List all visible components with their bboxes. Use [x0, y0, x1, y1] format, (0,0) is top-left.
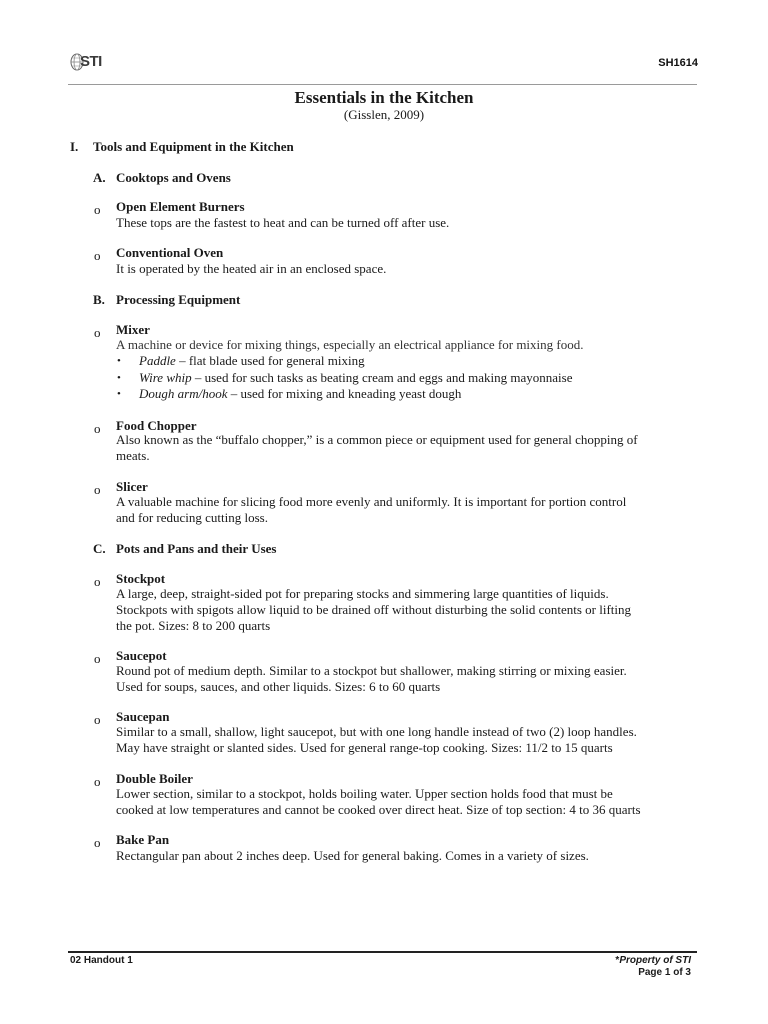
item-title: Food Chopper [116, 418, 197, 433]
bullet-text: – flat blade used for general mixing [175, 353, 365, 368]
item-title: Mixer [116, 322, 150, 337]
bullet-term: Wire whip [139, 370, 192, 385]
item-title: Open Element Burners [116, 199, 245, 214]
item-line: A valuable machine for slicing food more evenly and uniformly. It is important for portion control [116, 494, 627, 509]
bullet-line [139, 370, 572, 386]
item-line: meats. [116, 448, 150, 463]
subsection-label: A. [93, 170, 106, 185]
bullet-text: – used for such tasks as beating cream and eggs and making mayonnaise [191, 370, 573, 385]
bullet-line [139, 353, 365, 369]
logo-text: STI [80, 53, 102, 70]
item-title: Stockpot [116, 571, 166, 586]
item-desc: It is operated by the heated air in an enclosed space. [116, 261, 387, 276]
item-line: Lower section, similar to a stockpot, holds boiling water. Upper section holds food that must be [116, 786, 613, 801]
list-marker: o [94, 325, 101, 340]
citation: (Gisslen, 2009) [343, 107, 425, 122]
list-marker: o [94, 774, 101, 789]
item-line: May have straight or slanted sides. Used for general range-top cooking. Sizes: 11/2 to 15 quarts [116, 740, 613, 755]
item-line: Similar to a small, shallow, light saucepot, but with one long handle instead of two (2) loop handles. [116, 724, 637, 739]
bullet-dot: • [117, 372, 121, 384]
subsection-title: Pots and Pans and their Uses [116, 541, 277, 556]
item-title: Saucepot [116, 648, 167, 663]
item-title: Bake Pan [116, 832, 170, 847]
doc-code: SH1614 [658, 57, 698, 69]
subsection-title: Processing Equipment [116, 292, 241, 307]
footer-property-text: Property of STI [619, 955, 691, 966]
item-title: Double Boiler [116, 771, 193, 786]
footer-asterisk: * [615, 955, 620, 966]
subsection-title: Cooktops and Ovens [116, 170, 231, 185]
item-title: Slicer [116, 479, 148, 494]
page-title: Essentials in the Kitchen [294, 88, 474, 107]
list-marker: o [94, 202, 101, 217]
item-line: Round pot of medium depth. Similar to a stockpot but shallower, making stirring or mixing easier. [116, 663, 627, 678]
bullet-term: Dough arm/hook [139, 386, 228, 401]
item-title: Saucepan [116, 709, 170, 724]
list-marker: o [94, 651, 101, 666]
item-title: Conventional Oven [116, 245, 224, 260]
list-marker: o [94, 482, 101, 497]
item-line: Used for soups, sauces, and other liquids. Sizes: 6 to 60 quarts [116, 679, 441, 694]
item-line: cooked at low temperatures and cannot be cooked over direct heat. Size of top section: 4 to 36 quarts [116, 802, 641, 817]
subsection-label: B. [93, 292, 105, 307]
item-desc: A machine or device for mixing things, especially an electrical appliance for mixing food. [116, 337, 584, 352]
list-marker: o [94, 712, 101, 727]
item-desc: These tops are the fastest to heat and can be turned off after use. [116, 215, 450, 230]
bullet-line [139, 386, 461, 402]
item-line: Rectangular pan about 2 inches deep. Used for general baking. Comes in a variety of sizes. [116, 848, 589, 863]
item-line: A large, deep, straight-sided pot for preparing stocks and simmering large quantities of liquids. [116, 586, 609, 601]
footer-page-number: Page 1 of 3 [638, 967, 691, 978]
item-line: Also known as the “buffalo chopper,” is a common piece or equipment used for general chopping of [116, 432, 638, 447]
section-number: I. [70, 139, 79, 154]
item-line: the pot. Sizes: 8 to 200 quarts [116, 618, 271, 633]
footer-rule [68, 951, 697, 953]
list-marker: o [94, 248, 101, 263]
header-rule [68, 84, 697, 85]
list-marker: o [94, 421, 101, 436]
bullet-dot: • [117, 388, 121, 400]
footer-handout: 02 Handout 1 [70, 955, 133, 966]
bullet-term: Paddle [139, 353, 176, 368]
list-marker: o [94, 835, 101, 850]
list-marker: o [94, 574, 101, 589]
item-line: and for reducing cutting loss. [116, 510, 268, 525]
subsection-label: C. [93, 541, 106, 556]
bullet-text: – used for mixing and kneading yeast dough [227, 386, 462, 401]
sti-logo [70, 52, 112, 74]
section-title: Tools and Equipment in the Kitchen [93, 139, 294, 154]
item-line: Stockpots with spigots allow liquid to be drained off without disturbing the solid contents or lifting [116, 602, 632, 617]
footer-property [615, 955, 691, 967]
bullet-dot: • [117, 355, 121, 367]
